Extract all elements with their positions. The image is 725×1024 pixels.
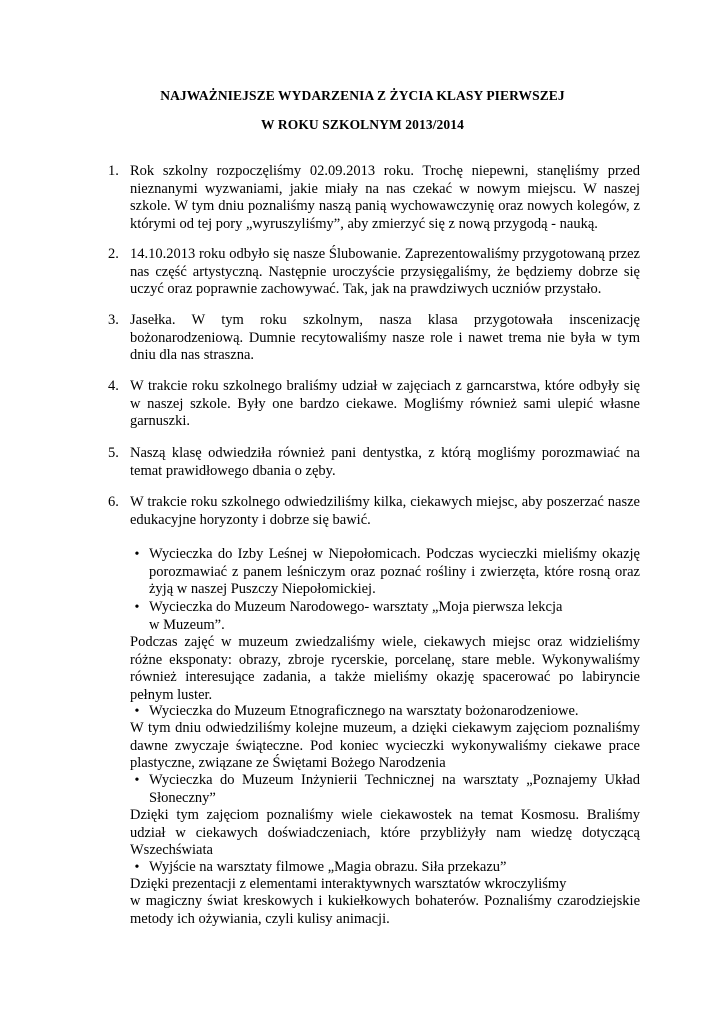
trip-bullet-2 [130,599,640,634]
bullet-icon: • [134,704,140,719]
bullet-icon: • [134,860,140,875]
trip-description-2: Podczas zajęć w muzeum zwiedzaliśmy wiele, ciekawych miejsc oraz widzieliśmy różne eksponaty: obrazy, zbroje rycerskie, porcelanę, stare meble. Wykonywaliśmy również interesujące zadania, a także mieliśmy okazję spacerować po labiryncie pełnym luster. [130,634,640,703]
list-text: Rok szkolny rozpoczęliśmy 02.09.2013 roku. Trochę niepewni, stanęliśmy przed nieznanymi wyzwaniami, jakie miały na nas czekać w nowym miejscu. W naszej szkole. W tym dniu poznaliśmy naszą panią wychowawczynię oraz nowych kolegów, z którymi od tej pory „wyruszyliśmy”, aby zmierzyć się z nową przygodą - nauką. [130,163,640,232]
bullet-icon: • [134,773,140,788]
trip-description-5-line1: Dzięki prezentacji z elementami interaktywnych warsztatów wkroczyliśmy [130,876,567,892]
list-item-4 [108,378,640,431]
trip-bullet-3 [130,703,640,721]
trip-description-5: w magiczny świat kreskowych i kukiełkowych bohaterów. Poznaliśmy czarodziejskie metody ich ożywiania, czyli kulisy animacji. [130,893,640,927]
list-item-6 [108,494,640,529]
trip-text: Wyjście na warsztaty filmowe „Magia obrazu. Siła przekazu” [149,859,507,875]
trip-text: Wycieczka do Muzeum Etnograficznego na warsztaty bożonarodzeniowe. [149,703,579,719]
list-text: 14.10.2013 roku odbyło się nasze Ślubowanie. Zaprezentowaliśmy przygotowaną przez nas część artystyczną. Następnie uroczyście przysięgaliśmy, że będziemy dobrze się uczyć oraz poprawnie zachowywać. Tak, jak na prawdziwych uczniów przystało. [130,246,640,297]
list-text: W trakcie roku szkolnego odwiedziliśmy kilka, ciekawych miejsc, aby poszerzać nasze edukacyjne horyzonty i dobrze się bawić. [130,494,640,528]
list-text: W trakcie roku szkolnego braliśmy udział w zajęciach z garncarstwa, które odbyły się w naszej szkole. Były one bardzo ciekawe. Mogliśmy również sami ulepić własne garnuszki. [130,378,640,429]
document-subtitle: W ROKU SZKOLNYM 2013/2014 [261,117,464,132]
trip-text-line1: Wycieczka do Muzeum Narodowego- warsztaty „Moja pierwsza lekcja [149,599,563,615]
bullet-icon: • [134,547,140,562]
trip-bullet-5 [130,859,640,877]
trip-bullet-1 [130,546,640,599]
trip-description-4: Dzięki tym zajęciom poznaliśmy wiele ciekawostek na temat Kosmosu. Braliśmy udział w ciekawych doświadczeniach, które przybliżyły nam wiedzę dotyczącą Wszechświata [130,807,640,858]
list-number: 6. [108,494,119,510]
list-item-3 [108,312,640,365]
bullet-icon: • [134,600,140,615]
trip-text: Wycieczka do Muzeum Inżynierii Technicznej na warsztaty „Poznajemy Układ Słoneczny” [149,772,640,806]
list-number: 4. [108,378,119,394]
list-number: 5. [108,445,119,461]
list-number: 3. [108,312,119,328]
list-text: Naszą klasę odwiedziła również pani dentystka, z którą mogliśmy porozmawiać na temat prawidłowego dbania o zęby. [130,445,640,479]
list-text: Jasełka. W tym roku szkolnym, nasza klasa przygotowała inscenizację bożonarodzeniową. Dumnie recytowaliśmy nasze role i nawet trema nie była w tym dniu dla nas straszna. [130,312,640,363]
trip-text: Wycieczka do Izby Leśnej w Niepołomicach. Podczas wycieczki mieliśmy okazję porozmawiać z panem leśniczym oraz poznać rośliny i zwierzęta, które rosną oraz żyją w naszej Puszczy Niepołomickiej. [149,546,640,597]
list-item-5 [108,445,640,480]
trip-description-3: W tym dniu odwiedziliśmy kolejne muzeum, a dzięki ciekawym zajęciom poznaliśmy dawne zwyczaje świąteczne. Pod koniec wycieczki wykonywaliśmy ciekawe prace plastyczne, związane ze Świętami Bożego Narodzenia [130,720,640,771]
trip-bullet-4 [130,772,640,807]
list-number: 2. [108,246,119,262]
document-title: NAJWAŻNIEJSZE WYDARZENIA Z ŻYCIA KLASY PIERWSZEJ [160,88,565,103]
list-item-1 [108,163,640,233]
list-item-2 [108,246,640,299]
list-number: 1. [108,163,119,179]
trip-text-line2: w Muzeum”. [149,616,225,633]
